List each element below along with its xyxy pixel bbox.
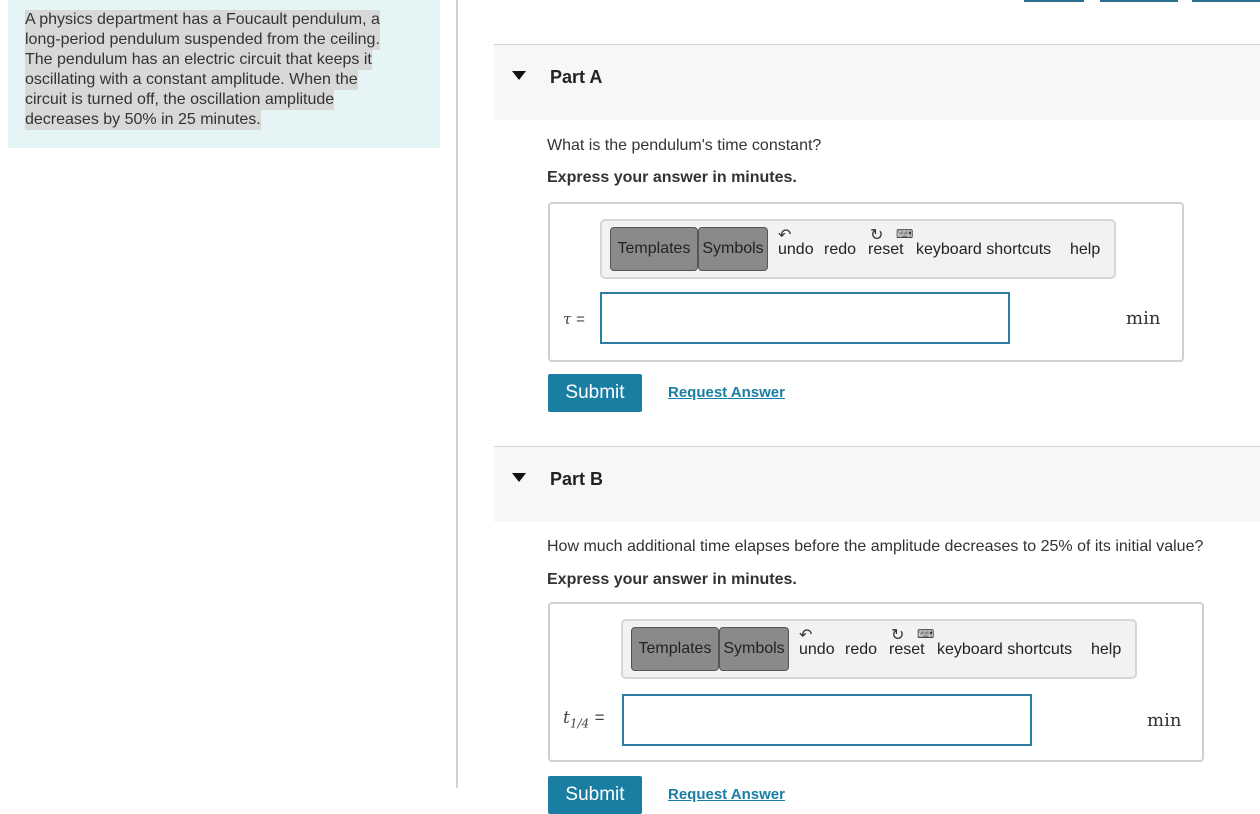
- top-tab[interactable]: [1024, 0, 1084, 2]
- part-a-question: What is the pendulum's time constant?: [547, 137, 822, 154]
- answer-input[interactable]: [600, 292, 1010, 344]
- part-b-header[interactable]: [494, 446, 1260, 522]
- keyboard-shortcuts-button[interactable]: keyboard shortcuts: [937, 641, 1073, 658]
- undo-icon: ↶: [778, 227, 792, 244]
- undo-button[interactable]: undo: [799, 641, 835, 658]
- submit-button[interactable]: Submit: [548, 374, 642, 412]
- undo-button[interactable]: undo: [778, 241, 814, 258]
- help-button[interactable]: help: [1070, 241, 1101, 258]
- undo-icon: ↶: [799, 627, 813, 644]
- answer-variable-label: τ =: [563, 310, 585, 328]
- part-a-answer-box: [548, 202, 1184, 362]
- redo-button[interactable]: redo: [845, 641, 878, 658]
- submit-button[interactable]: Submit: [548, 776, 642, 814]
- keyboard-icon: ⌨: [917, 627, 935, 641]
- problem-line: circuit is turned off, the oscillation amplitude: [25, 91, 335, 108]
- problem-line: decreases by 50% in 25 minutes.: [25, 111, 261, 128]
- math-toolbar: [621, 619, 1137, 679]
- top-tab[interactable]: [1100, 0, 1178, 2]
- unit-label: min: [1126, 308, 1161, 329]
- redo-button[interactable]: redo: [824, 241, 857, 258]
- unit-label: min: [1147, 710, 1182, 731]
- request-answer-link[interactable]: Request Answer: [668, 384, 785, 401]
- collapse-caret-icon[interactable]: [512, 473, 526, 482]
- collapse-caret-icon[interactable]: [512, 71, 526, 80]
- part-a-header[interactable]: [494, 44, 1260, 120]
- answer-variable-label: $t_{1/4}$ =: [563, 708, 605, 731]
- problem-line: A physics department has a Foucault pendulum, a: [25, 11, 380, 28]
- top-tab[interactable]: [1192, 0, 1260, 2]
- help-button[interactable]: help: [1091, 641, 1122, 658]
- math-toolbar: [600, 219, 1116, 279]
- problem-line: long-period pendulum suspended from the ceiling.: [25, 31, 380, 48]
- part-b-title: Part B: [550, 469, 604, 489]
- symbols-button[interactable]: Symbols: [719, 627, 789, 671]
- reset-button[interactable]: reset: [889, 641, 925, 658]
- problem-line: oscillating with a constant amplitude. When the: [25, 71, 358, 88]
- part-a-title: Part A: [550, 67, 603, 87]
- problem-statement: [8, 0, 440, 148]
- pane-divider[interactable]: [456, 0, 458, 788]
- problem-line: The pendulum has an electric circuit that keeps it: [25, 51, 372, 68]
- reset-button[interactable]: reset: [868, 241, 904, 258]
- answer-input[interactable]: [622, 694, 1032, 746]
- part-b-answer-box: [548, 602, 1204, 762]
- keyboard-shortcuts-button[interactable]: keyboard shortcuts: [916, 241, 1052, 258]
- keyboard-icon: ⌨: [896, 227, 914, 241]
- reset-icon: ↻: [870, 227, 884, 244]
- part-a-instruction: Express your answer in minutes.: [547, 169, 797, 186]
- reset-icon: ↻: [891, 627, 905, 644]
- templates-button[interactable]: Templates: [631, 627, 719, 671]
- request-answer-link[interactable]: Request Answer: [668, 786, 785, 803]
- part-b-question: How much additional time elapses before the amplitude decreases to 25% of its initial value?: [547, 538, 1204, 555]
- templates-button[interactable]: Templates: [610, 227, 698, 271]
- symbols-button[interactable]: Symbols: [698, 227, 768, 271]
- part-b-instruction: Express your answer in minutes.: [547, 571, 797, 588]
